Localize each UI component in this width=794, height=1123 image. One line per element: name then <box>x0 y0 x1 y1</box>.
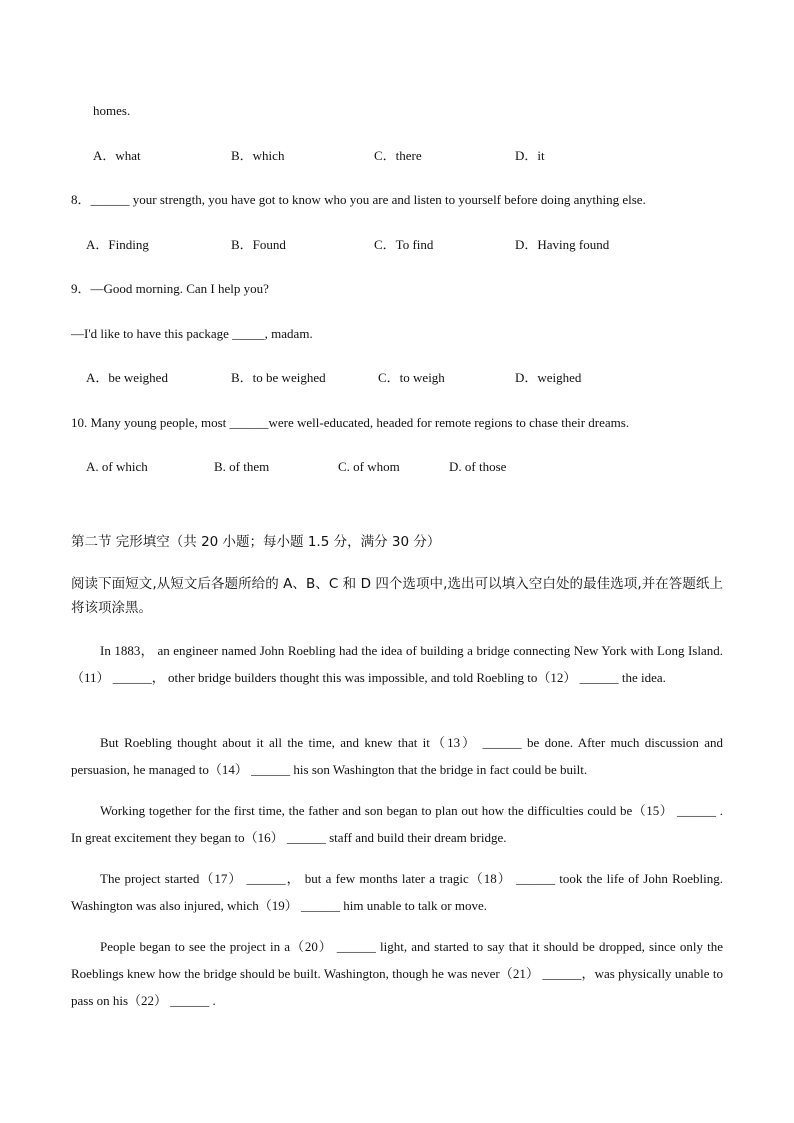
q10-option-c[interactable]: C. of whom <box>338 459 400 474</box>
passage-paragraph-1: In 1883， an engineer named John Roebling had the idea of building a bridge connecting New York with Long Island.（11） ______， other bridge builders thought this was impossible, and told Roebling to（12） ______ the idea. <box>71 643 723 685</box>
passage-paragraph-5: People began to see the project in a（20） ______ light, and started to say that it should be dropped, since only the Roeblings knew how the bridge should be built. Washington, though he was never（21） ______，was physically unable to pass on his（22） ______ . <box>71 939 723 1008</box>
q10-stem: 10. Many young people, most ______were well-educated, headed for remote regions to chase their dreams. <box>71 415 630 430</box>
passage-paragraph-3: Working together for the first time, the father and son began to plan out how the difficulties could be（15） ______ . In great excitement they began to（16） ______ staff and build their dream bridge. <box>71 803 723 845</box>
q8-stem: 8．______ your strength, you have got to know who you are and listen to yourself before doing anything else. <box>71 192 646 207</box>
section-instruction: 阅读下面短文,从短文后各题所给的 A、B、C 和 D 四个选项中,选出可以填入空白处的最佳选项,并在答题纸上将该项涂黑。 <box>71 576 723 616</box>
q9-option-d[interactable]: D．weighed <box>515 370 582 385</box>
q7-continuation: homes. <box>93 103 131 118</box>
q8-option-c[interactable]: C．To find <box>374 237 434 252</box>
q7-option-d[interactable]: D．it <box>515 148 545 163</box>
q8-option-b[interactable]: B．Found <box>231 237 286 252</box>
section-title: 第二节 完形填空（共 20 小题；每小题 1.5 分，满分 30 分） <box>71 534 441 550</box>
q8-option-a[interactable]: A．Finding <box>86 237 149 252</box>
q9-option-b[interactable]: B．to be weighed <box>231 370 326 385</box>
q9-stem-reply: —I'd like to have this package _____, madam. <box>71 326 313 341</box>
q8-option-d[interactable]: D．Having found <box>515 237 610 252</box>
q10-option-a[interactable]: A. of which <box>86 459 148 474</box>
q7-option-c[interactable]: C．there <box>374 148 422 163</box>
q9-stem: 9．—Good morning. Can I help you? <box>71 281 269 296</box>
q7-option-a[interactable]: A．what <box>93 148 141 163</box>
passage-paragraph-2: But Roebling thought about it all the time, and knew that it（13） ______ be done. After much discussion and persuasion, he managed to（14） ______ his son Washington that the bridge in fact could be built. <box>71 735 723 777</box>
passage-paragraph-4: The project started（17） ______， but a few months later a tragic（18） ______ took the life of John Roebling. Washington was also injured, which（19） ______ him unable to talk or move. <box>71 871 723 913</box>
q7-option-b[interactable]: B．which <box>231 148 285 163</box>
q9-option-a[interactable]: A．be weighed <box>86 370 168 385</box>
q10-option-b[interactable]: B. of them <box>214 459 270 474</box>
q9-option-c[interactable]: C．to weigh <box>378 370 445 385</box>
q10-option-d[interactable]: D. of those <box>449 459 507 474</box>
